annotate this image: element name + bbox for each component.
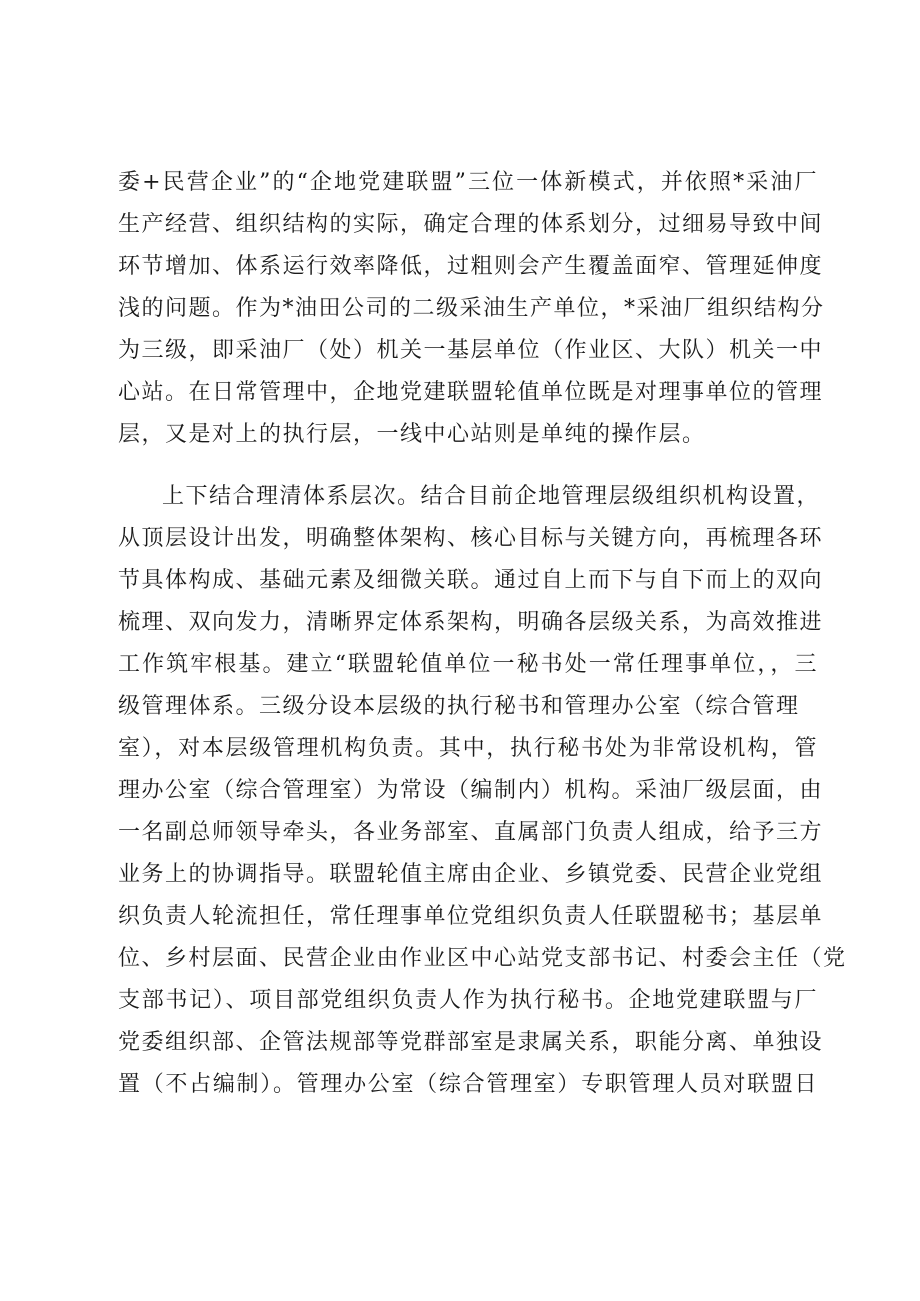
paragraph-2-line-11: 织负责人轮流担任，常任理事单位党组织负责人任联盟秘书；基层单 (118, 904, 824, 929)
paragraph-2-line-1: 上下结合理清体系层次。结合目前企地管理层级组织机构设置， (162, 484, 821, 509)
paragraph-2 (118, 476, 847, 1106)
paragraph-1-line-4: 浅的问题。作为*油田公司的二级采油生产单位，*采油厂组织结构分 (118, 296, 825, 321)
paragraph-2-line-15: 置（不占编制）。管理办公室（综合管理室）专职管理人员对联盟日 (118, 1072, 818, 1097)
paragraph-2-line-8: 理办公室（综合管理室）为常设（编制内）机构。采油厂级层面，由 (118, 778, 824, 803)
paragraph-1-line-6: 心站。在日常管理中，企地党建联盟轮值单位既是对理事单位的管理 (118, 380, 824, 405)
paragraph-2-line-2: 从顶层设计出发，明确整体架构、核心目标与关键方向，再梳理各环 (118, 526, 824, 551)
paragraph-1-line-3: 环节增加、体系运行效率降低，过粗则会产生覆盖面窄、管理延伸度 (118, 254, 824, 279)
paragraph-2-line-6: 级管理体系。三级分设本层级的执行秘书和管理办公室（综合管理 (118, 694, 800, 719)
paragraph-1 (118, 162, 825, 456)
paragraph-1-line-5: 为三级，即采油厂（处）机关一基层单位（作业区、大队）机关一中 (118, 338, 824, 363)
paragraph-2-line-4: 梳理、双向发力，清晰界定体系架构，明确各层级关系，为高效推进 (118, 610, 824, 635)
paragraph-2-line-14: 党委组织部、企管法规部等党群部室是隶属关系，职能分离、单独设 (118, 1030, 824, 1055)
paragraph-2-line-13: 支部书记）、项目部党组织负责人作为执行秘书。企地党建联盟与厂 (118, 988, 818, 1013)
paragraph-2-line-7: 室），对本层级管理机构负责。其中，执行秘书处为非常设机构，管 (118, 736, 818, 761)
paragraph-2-line-9: 一名副总师领导牵头，各业务部室、直属部门负责人组成，给予三方 (118, 820, 824, 845)
paragraph-1-line-7: 层，又是对上的执行层，一线中心站则是单纯的操作层。 (118, 422, 706, 447)
paragraph-1-line-2: 生产经营、组织结构的实际，确定合理的体系划分，过细易导致中间 (118, 212, 824, 237)
paragraph-2-line-12: 位、乡村层面、民营企业由作业区中心站党支部书记、村委会主任（党 (118, 946, 847, 971)
paragraph-1-line-1: 委+民营企业”的“企地党建联盟”三位一体新模式，并依照*采油厂 (118, 170, 818, 195)
paragraph-2-line-10: 业务上的协调指导。联盟轮值主席由企业、乡镇党委、民营企业党组 (118, 862, 824, 887)
paragraph-2-line-3: 节具体构成、基础元素及细微关联。通过自上而下与自下而上的双向 (118, 568, 824, 593)
paragraph-2-line-5: 工作筑牢根基。建立“联盟轮值单位一秘书处一常任理事单位，，三 (118, 652, 818, 677)
